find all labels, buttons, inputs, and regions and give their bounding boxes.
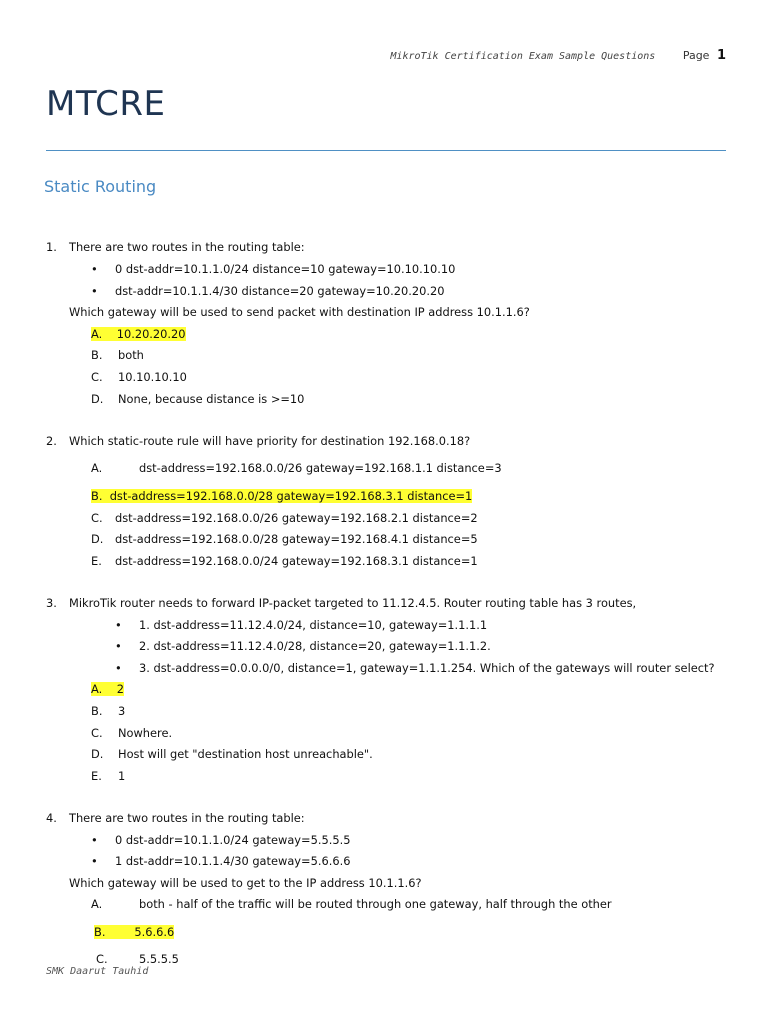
option-text: both	[118, 348, 144, 362]
option-letter: A.	[91, 897, 103, 911]
option-letter: C.	[91, 370, 103, 384]
question-number: 3.	[46, 596, 57, 610]
document-title: MTCRE	[46, 84, 166, 124]
answer-option-correct: A. 10.20.20.20	[91, 327, 186, 341]
option-text: None, because distance is >=10	[118, 392, 305, 406]
bullet-item: dst-addr=10.1.1.4/30 distance=20 gateway=10.20.20.20	[115, 284, 445, 298]
page-footer: SMK Daarut Tauhid	[46, 966, 149, 977]
option-letter: D.	[91, 532, 104, 546]
option-text: 3	[118, 704, 126, 718]
option-letter: B.	[91, 704, 103, 718]
header-page-number: 1	[716, 48, 726, 63]
title-divider	[46, 150, 726, 151]
option-text: Host will get "destination host unreachable".	[118, 747, 373, 761]
option-text: dst-address=192.168.0.0/28 gateway=192.168.4.1 distance=5	[115, 532, 478, 546]
option-text: dst-address=192.168.0.0/24 gateway=192.168.3.1 distance=1	[115, 554, 478, 568]
question-text: Which static-route rule will have priority for destination 192.168.0.18?	[69, 434, 471, 448]
option-letter: A.	[91, 461, 103, 475]
section-heading: Static Routing	[44, 177, 157, 196]
bullet-item: 2. dst-address=11.12.4.0/28, distance=20, gateway=1.1.1.2.	[139, 639, 491, 653]
bullet-dot: •	[115, 639, 122, 653]
option-letter: B.	[91, 348, 103, 362]
bullet-item: 0 dst-addr=10.1.1.0/24 distance=10 gateway=10.10.10.10	[115, 262, 456, 276]
question-number: 4.	[46, 811, 57, 825]
answer-option-correct: A. 2	[91, 682, 124, 696]
header-title: MikroTik Certification Exam Sample Questions	[390, 51, 656, 62]
question-number: 2.	[46, 434, 57, 448]
option-letter: D.	[91, 747, 104, 761]
question-text: MikroTik router needs to forward IP-packet targeted to 11.12.4.5. Router routing table has 3 routes,	[69, 596, 637, 610]
option-letter: C.	[96, 952, 108, 966]
option-text: 1	[118, 769, 126, 783]
question-text: There are two routes in the routing table:	[69, 240, 305, 254]
answer-option-correct: B. dst-address=192.168.0.0/28 gateway=192.168.3.1 distance=1	[91, 489, 473, 503]
option-letter: E.	[91, 554, 102, 568]
bullet-dot: •	[91, 284, 98, 298]
bullet-dot: •	[91, 833, 98, 847]
bullet-item: 0 dst-addr=10.1.1.0/24 gateway=5.5.5.5	[115, 833, 351, 847]
option-letter: D.	[91, 392, 104, 406]
question-prompt: Which gateway will be used to get to the IP address 10.1.1.6?	[69, 876, 422, 890]
bullet-item: 1 dst-addr=10.1.1.4/30 gateway=5.6.6.6	[115, 854, 351, 868]
bullet-dot: •	[91, 854, 98, 868]
question-prompt: Which gateway will be used to send packet with destination IP address 10.1.1.6?	[69, 305, 530, 319]
header-page-label: Page	[682, 49, 710, 62]
option-text: Nowhere.	[118, 726, 173, 740]
option-text: dst-address=192.168.0.0/26 gateway=192.168.2.1 distance=2	[115, 511, 478, 525]
option-letter: C.	[91, 511, 103, 525]
option-text: dst-address=192.168.0.0/26 gateway=192.168.1.1 distance=3	[139, 461, 502, 475]
bullet-dot: •	[115, 661, 122, 675]
option-text: 5.5.5.5	[139, 952, 179, 966]
option-letter: E.	[91, 769, 102, 783]
bullet-item: 3. dst-address=0.0.0.0/0, distance=1, gateway=1.1.1.254. Which of the gateways will router select?	[139, 661, 715, 675]
option-text: 10.10.10.10	[118, 370, 187, 384]
answer-option-correct: B. 5.6.6.6	[94, 925, 175, 939]
question-number: 1.	[46, 240, 57, 254]
page-header	[0, 48, 726, 63]
option-text: both - half of the traffic will be routed through one gateway, half through the other	[139, 897, 612, 911]
bullet-dot: •	[91, 262, 98, 276]
bullet-dot: •	[115, 618, 122, 632]
option-letter: C.	[91, 726, 103, 740]
bullet-item: 1. dst-address=11.12.4.0/24, distance=10, gateway=1.1.1.1	[139, 618, 488, 632]
question-text: There are two routes in the routing table:	[69, 811, 305, 825]
